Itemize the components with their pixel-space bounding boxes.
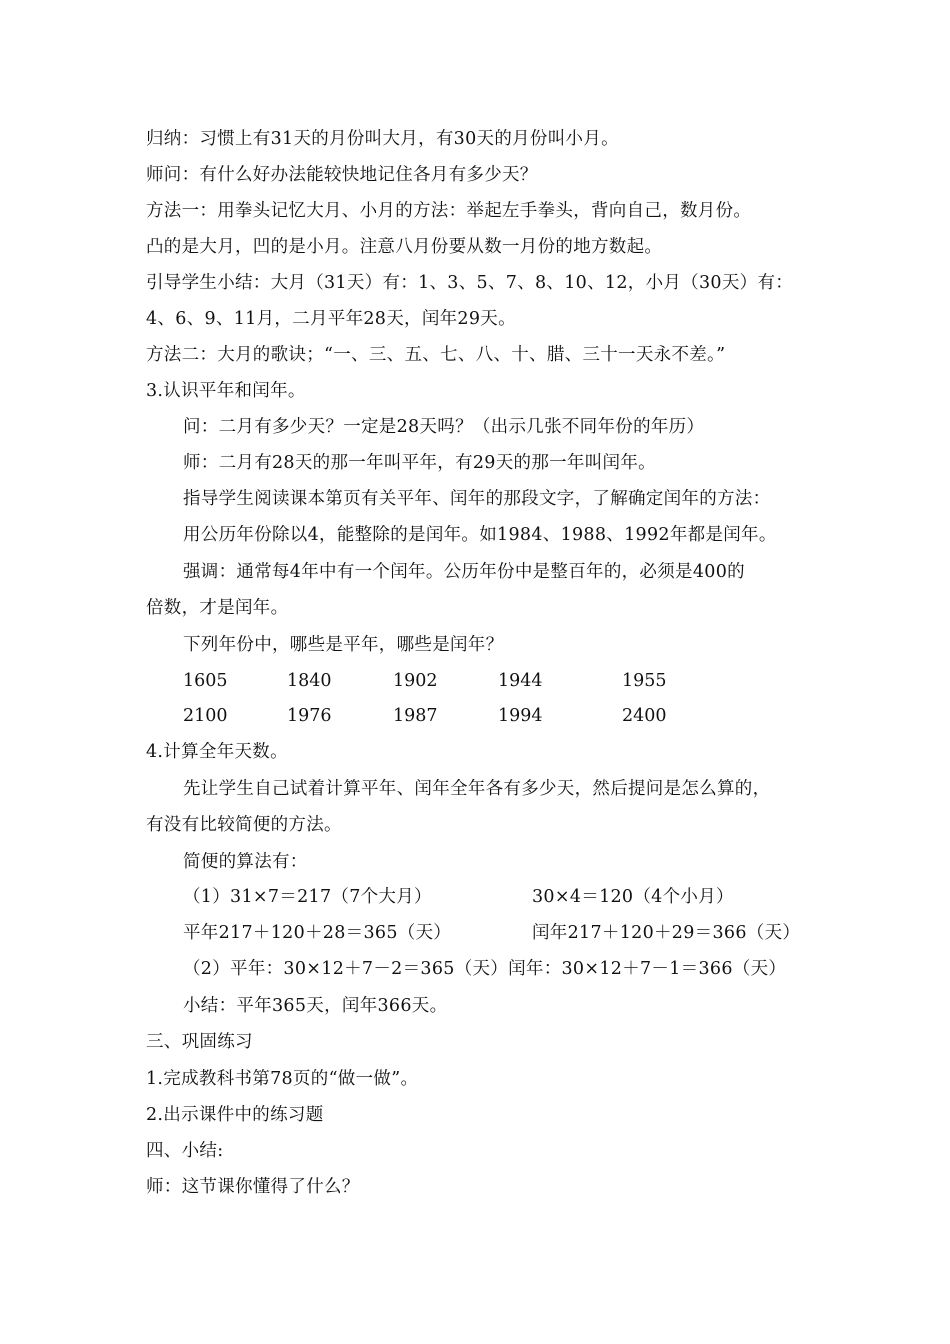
text-line: 强调：通常每4年中有一个闰年。公历年份中是整百年的，必须是400的 [183,562,745,582]
text-line: 方法二：大月的歌诀；“一、三、五、七、八、十、腊、三十一天永不差。” [146,345,726,365]
text-line: 小结：平年365天，闰年366天。 [183,996,448,1016]
year-cell: 1944 [498,671,543,691]
year-cell: 1605 [183,671,228,691]
text-line: 引导学生小结：大月（31天）有：1、3、5、7、8、10、12，小月（30天）有： [146,273,794,293]
year-cell: 1902 [393,671,438,691]
year-cell: 2100 [183,706,228,726]
year-cell: 1987 [393,706,438,726]
text-line: 2.出示课件中的练习题 [146,1105,324,1125]
text-line: 1.完成教科书第78页的“做一做”。 [146,1069,419,1089]
text-line: 师：二月有28天的那一年叫平年，有29天的那一年叫闰年。 [183,453,656,473]
text-line: 下列年份中，哪些是平年，哪些是闰年？ [183,635,504,655]
text-line: 师问：有什么好办法能较快地记住各月有多少天？ [146,165,538,185]
section-heading: 四、小结: [146,1141,224,1161]
formula-line: （1）31×7＝217（7个大月） [183,887,432,907]
text-line: 先让学生自己试着计算平年、闰年全年各有多少天，然后提问是怎么算的， [183,779,771,799]
text-line: 指导学生阅读课本第页有关平年、闰年的那段文字，了解确定闰年的方法： [183,489,771,509]
text-line: 有没有比较简便的方法。 [146,815,342,835]
year-cell: 2400 [622,706,667,726]
formula-line: 平年217＋120＋28＝365（天） [183,923,452,943]
formula-line: 30×4＝120（4个小月） [532,887,734,907]
text-line: 方法一：用拳头记忆大月、小月的方法：举起左手拳头，背向自己，数月份。 [146,201,752,221]
text-line: 用公历年份除以4，能整除的是闰年。如1984、1988、1992年都是闰年。 [183,525,777,545]
section-heading: 三、巩固练习 [146,1032,253,1052]
formula-line: （2）平年：30×12＋7－2＝365（天）闰年：30×12＋7－1＝366（天） [183,959,787,979]
year-cell: 1994 [498,706,543,726]
section-heading: 3.认识平年和闰年。 [146,381,306,401]
text-line: 倍数，才是闰年。 [146,598,289,618]
text-line: 师：这节课你懂得了什么？ [146,1177,360,1197]
year-cell: 1955 [622,671,667,691]
year-cell: 1976 [287,706,332,726]
section-heading: 4.计算全年天数。 [146,742,288,762]
text-line: 归纳：习惯上有31天的月份叫大月，有30天的月份叫小月。 [146,129,619,149]
formula-line: 闰年217＋120＋29＝366（天） [532,923,801,943]
text-line: 凸的是大月，凹的是小月。注意八月份要从数一月份的地方数起。 [146,237,663,257]
text-line: 简便的算法有： [183,852,308,872]
text-line: 问：二月有多少天？一定是28天吗？（出示几张不同年份的年历） [183,417,705,437]
text-line: 4、6、9、11月，二月平年28天，闰年29天。 [146,309,516,329]
year-cell: 1840 [287,671,332,691]
